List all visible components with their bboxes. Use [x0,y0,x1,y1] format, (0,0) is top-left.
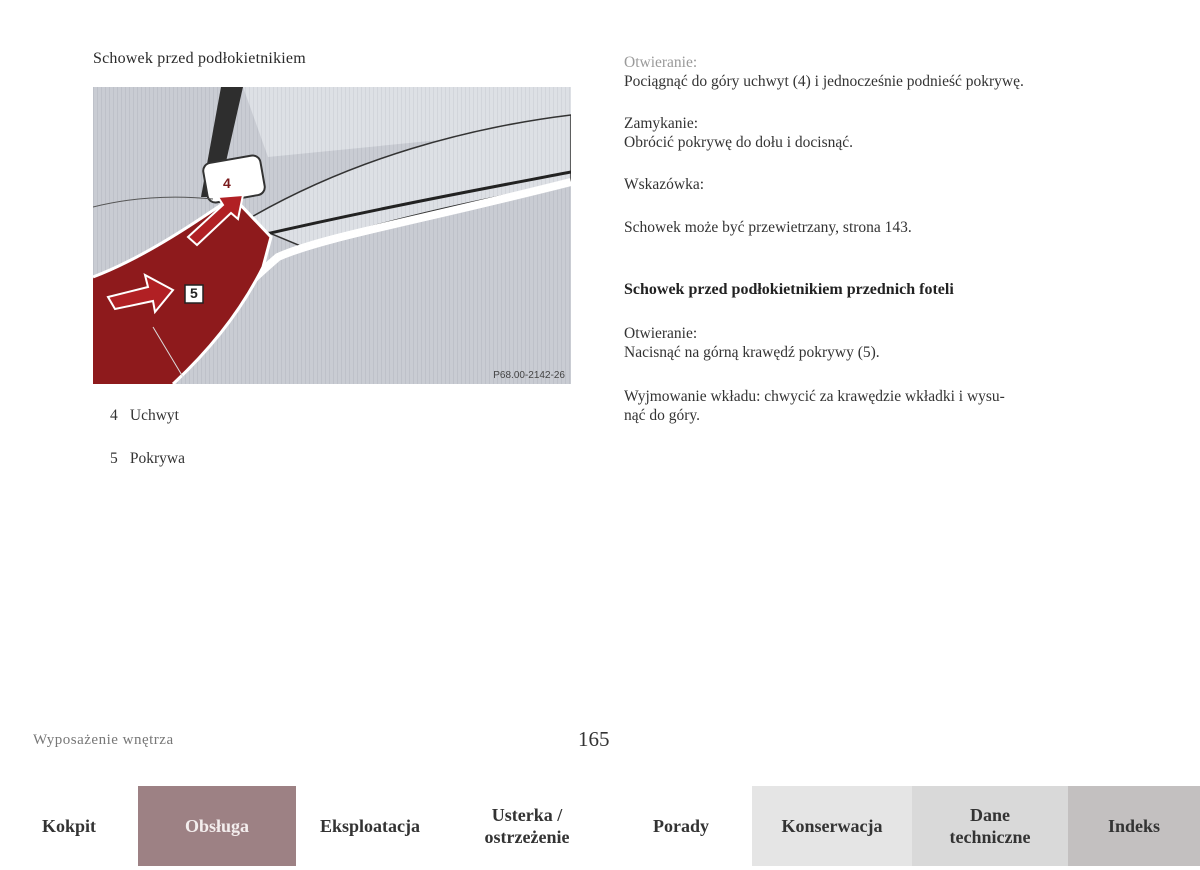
closing-text: Obrócić pokrywę do dołu i docisnąć. [624,134,853,151]
legend-text: Uchwyt [129,407,179,424]
opening-block [624,53,1124,91]
tab-label: Kokpit [41,816,97,836]
tab-label: Konserwacja [781,816,883,836]
chapter-title: Wyposażenie wnętrza [33,732,174,748]
tab-usterka[interactable] [444,786,610,866]
figure-code: P68.00-2142-26 [493,370,565,381]
tab-label-line1: Dane [969,805,1010,825]
callout-5: 5 [190,285,198,301]
opening2-text: Nacisnąć na górną krawędź pokrywy (5). [624,344,880,361]
legend-number: 4 [110,407,118,424]
tab-label: Eksploatacja [319,816,420,836]
opening-text: Pociągnąć do góry uchwyt (4) i jednocześnie podnieść pokrywę. [624,73,1024,90]
legend-number: 5 [110,450,118,467]
callout-4: 4 [223,175,231,191]
console-illustration [93,87,571,384]
tab-dane-techniczne[interactable] [912,786,1068,866]
tab-eksploatacja[interactable] [296,786,444,866]
insert-line1: Wyjmowanie wkładu: chwycić za krawędzie wkładki i wysu- [624,388,1005,405]
page-number: 165 [578,727,610,751]
tab-obsluga[interactable] [138,786,296,866]
tab-konserwacja[interactable] [752,786,912,866]
tab-label: Indeks [1107,816,1161,836]
chapter-nav [0,786,1200,866]
tab-indeks[interactable] [1068,786,1200,866]
tab-porady[interactable] [610,786,752,866]
tab-kokpit[interactable] [0,786,138,866]
legend-item [110,407,179,425]
section-title: Schowek przed podłokietnikiem [93,50,306,67]
tab-label-line1: Usterka / [491,805,563,825]
closing-label: Zamykanie: [624,115,699,132]
hint-label: Wskazówka: [624,176,705,193]
tab-label: Porady [653,816,709,836]
opening2-block [624,324,1124,362]
insert-block [624,387,1124,425]
closing-block [624,114,1124,152]
legend-item [110,450,185,468]
tab-label: Obsługa [184,816,250,836]
section2-title: Schowek przed podłokietnikiem przednich foteli [624,281,954,298]
legend-text: Pokrywa [129,450,185,467]
tab-label-line2: techniczne [949,827,1031,847]
tab-label-line2: ostrzeżenie [484,827,570,847]
opening2-label: Otwieranie: [624,325,698,342]
insert-line2: nąć do góry. [624,407,701,424]
opening-label: Otwieranie: [624,54,698,71]
hint-text: Schowek może być przewietrzany, strona 143. [624,219,912,236]
console-drawing [93,87,571,384]
